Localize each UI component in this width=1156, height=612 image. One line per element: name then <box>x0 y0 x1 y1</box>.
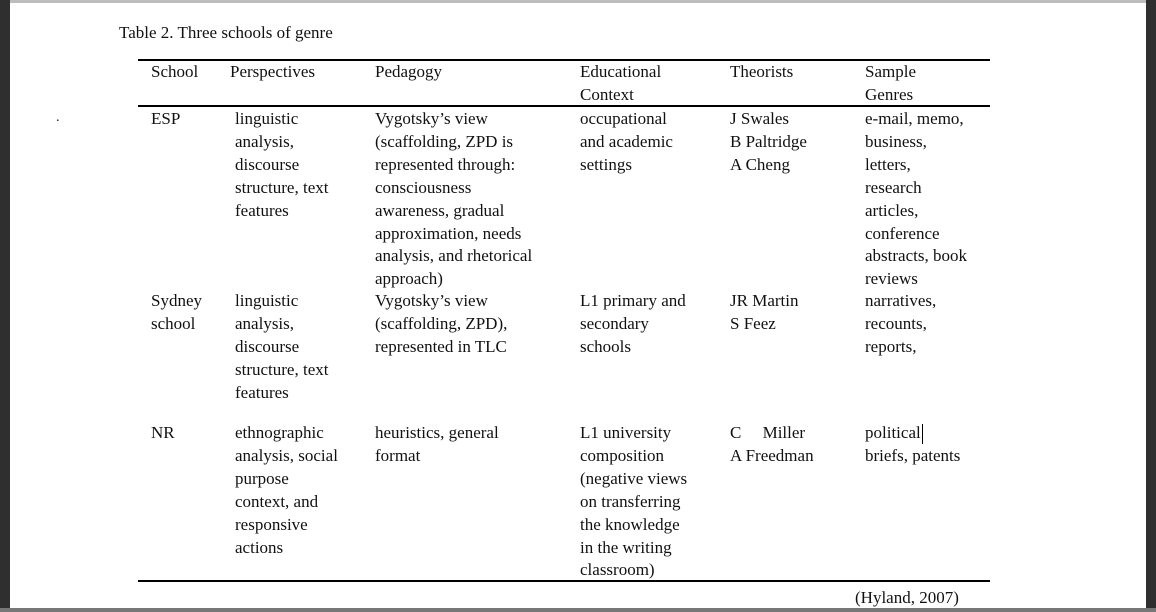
table-source: (Hyland, 2007) <box>855 588 959 607</box>
viewer-top-edge <box>10 0 1146 3</box>
cell-genres: narratives, recounts, reports, <box>865 291 937 356</box>
margin-mark: . <box>56 110 60 125</box>
cell-genres: political briefs, patents <box>865 423 961 465</box>
cell-school: Sydney school <box>151 291 202 333</box>
table-caption: Table 2. Three schools of genre <box>119 23 333 42</box>
cell-theorists: C Miller A Freedman <box>730 423 814 465</box>
header-perspectives: Perspectives <box>230 62 315 81</box>
cell-theorists: JR Martin S Feez <box>730 291 799 333</box>
cell-genres: e-mail, memo, business, letters, research articles, conference abstracts, book reviews <box>865 109 967 289</box>
text-cursor <box>922 424 923 444</box>
header-pedagogy: Pedagogy <box>375 62 443 81</box>
cell-perspectives: linguistic analysis, discourse structure, text features <box>235 109 329 220</box>
header-school: School <box>151 62 199 81</box>
cell-pedagogy: Vygotsky’s view (scaffolding, ZPD is represented through: consciousness awareness, gradual approximation, needs analysis, and rhetorical approach) <box>375 109 533 289</box>
table-bottom-rule <box>138 580 990 582</box>
cell-context: occupational and academic settings <box>580 109 673 174</box>
cell-context: L1 primary and secondary schools <box>580 291 686 356</box>
header-educational-context: Educational Context <box>580 62 662 104</box>
cell-context: L1 university composition (negative views on transferring the knowledge in the writing classroom) <box>580 423 688 580</box>
cell-perspectives: ethnographic analysis, social purpose context, and responsive actions <box>235 423 338 557</box>
cell-theorists: J Swales B Paltridge A Cheng <box>730 109 807 174</box>
cell-perspectives: linguistic analysis, discourse structure, text features <box>235 291 329 402</box>
header-theorists: Theorists <box>730 62 794 81</box>
header-sample-genres: Sample Genres <box>865 62 916 104</box>
cell-school: ESP <box>151 109 181 128</box>
cell-pedagogy: heuristics, general format <box>375 423 499 465</box>
viewer-bottom-bar <box>0 608 1156 612</box>
table-header-rule <box>138 105 990 107</box>
cell-school: NR <box>151 423 175 442</box>
cell-pedagogy: Vygotsky’s view (scaffolding, ZPD), represented in TLC <box>375 291 508 356</box>
viewer-left-border <box>0 0 10 612</box>
viewer-right-border <box>1146 0 1156 612</box>
